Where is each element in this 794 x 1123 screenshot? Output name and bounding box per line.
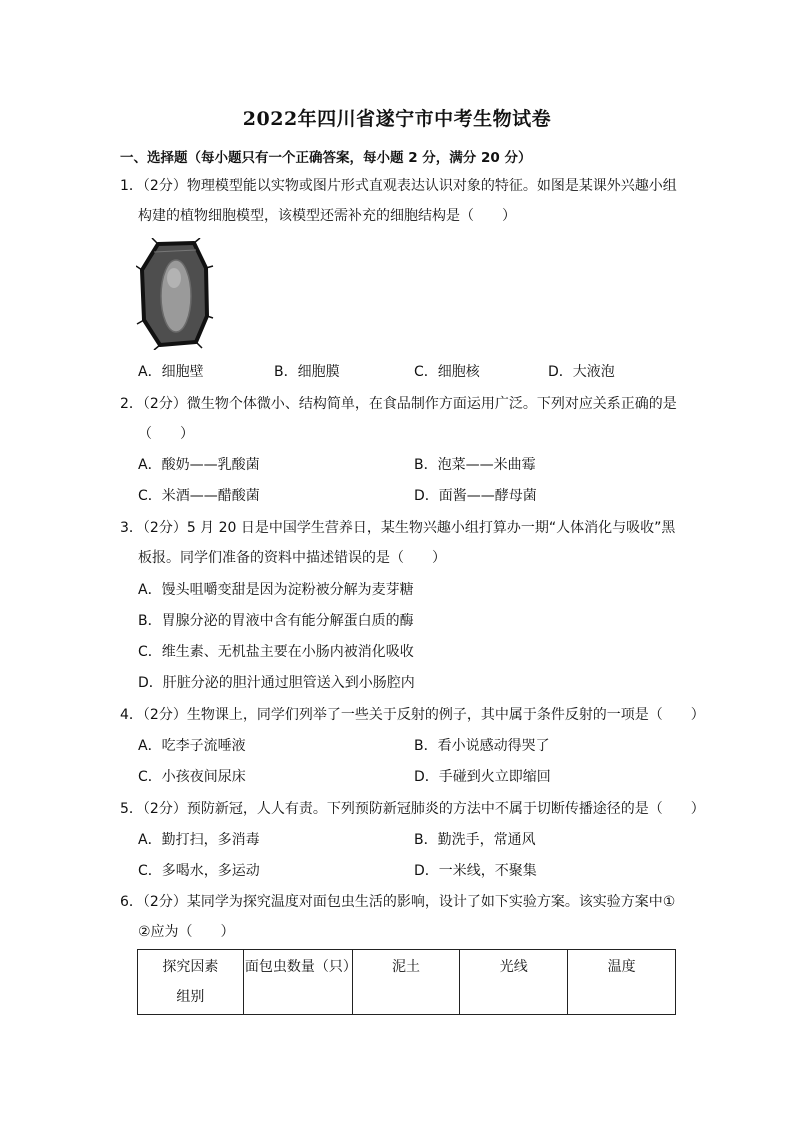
q4-option-d: D．手碰到火立即缩回	[414, 769, 551, 785]
question-3-line-1: 3．（2分）5 月 20 日是中国学生营养日，某生物兴趣小组打算办一期“人体消化与吸收”黑	[120, 520, 676, 536]
q2-option-b: B．泡菜——米曲霉	[414, 457, 536, 473]
experiment-table	[137, 949, 676, 1015]
q4-option-c: C．小孩夜间尿床	[138, 769, 246, 785]
q4-option-b: B．看小说感动得哭了	[414, 738, 550, 754]
question-2-line-1: 2．（2分）微生物个体微小、结构简单，在食品制作方面运用广泛。下列对应关系正确的是	[120, 396, 677, 412]
table-header-light: 光线	[460, 950, 568, 1015]
question-5-line-1: 5．（2分）预防新冠，人人有责。下列预防新冠肺炎的方法中不属于切断传播途径的是（ ）	[120, 801, 705, 817]
table-row	[138, 950, 676, 1015]
q3-option-a: A．馒头咀嚼变甜是因为淀粉被分解为麦芽糖	[138, 582, 414, 598]
page-title: 2022年四川省遂宁市中考生物试卷	[242, 108, 552, 130]
table-header-temperature: 温度	[568, 950, 676, 1015]
q5-option-d: D．一米线，不聚集	[414, 863, 537, 879]
section-heading: 一、选择题（每小题只有一个正确答案，每小题 2 分，满分 20 分）	[120, 150, 532, 166]
table-header-factor	[138, 950, 244, 1015]
q4-option-a: A．吃李子流唾液	[138, 738, 246, 754]
q2-option-c: C．米酒——醋酸菌	[138, 488, 260, 504]
question-2-line-2: （ ）	[138, 426, 194, 442]
question-6-line-1: 6．（2分）某同学为探究温度对面包虫生活的影响，设计了如下实验方案。该实验方案中①	[120, 894, 676, 910]
table-header-count: 面包虫数量（只）	[243, 950, 352, 1015]
q5-option-c: C．多喝水，多运动	[138, 863, 260, 879]
plant-cell-model-figure	[136, 238, 214, 350]
q1-option-c: C．细胞核	[414, 364, 480, 380]
q3-option-d: D．肝脏分泌的胆汁通过胆管送入到小肠腔内	[138, 675, 415, 691]
q3-option-b: B．胃腺分泌的胃液中含有能分解蛋白质的酶	[138, 613, 414, 629]
question-4-line-1: 4．（2分）生物课上，同学们列举了一些关于反射的例子，其中属于条件反射的一项是（ ）	[120, 707, 705, 723]
question-6-line-2: ②应为（ ）	[138, 924, 235, 940]
q1-option-a: A．细胞壁	[138, 364, 204, 380]
q5-option-b: B．勤洗手，常通风	[414, 832, 536, 848]
question-1-line-2: 构建的植物细胞模型，该模型还需补充的细胞结构是（ ）	[138, 208, 516, 224]
q3-option-c: C．维生素、无机盐主要在小肠内被消化吸收	[138, 644, 414, 660]
q1-option-b: B．细胞膜	[274, 364, 340, 380]
q1-option-d: D．大液泡	[548, 364, 615, 380]
q5-option-a: A．勤打扫，多消毒	[138, 832, 260, 848]
table-header-soil: 泥土	[352, 950, 460, 1015]
table-header-factor-label: 探究因素	[162, 959, 219, 975]
q2-option-d: D．面酱——酵母菌	[414, 488, 537, 504]
q2-option-a: A．酸奶——乳酸菌	[138, 457, 260, 473]
table-header-group-label: 组别	[176, 989, 205, 1005]
question-3-line-2: 板报。同学们准备的资料中描述错误的是（ ）	[138, 550, 446, 566]
question-1-line-1: 1．（2分）物理模型能以实物或图片形式直观表达认识对象的特征。如图是某课外兴趣小组	[120, 178, 677, 194]
